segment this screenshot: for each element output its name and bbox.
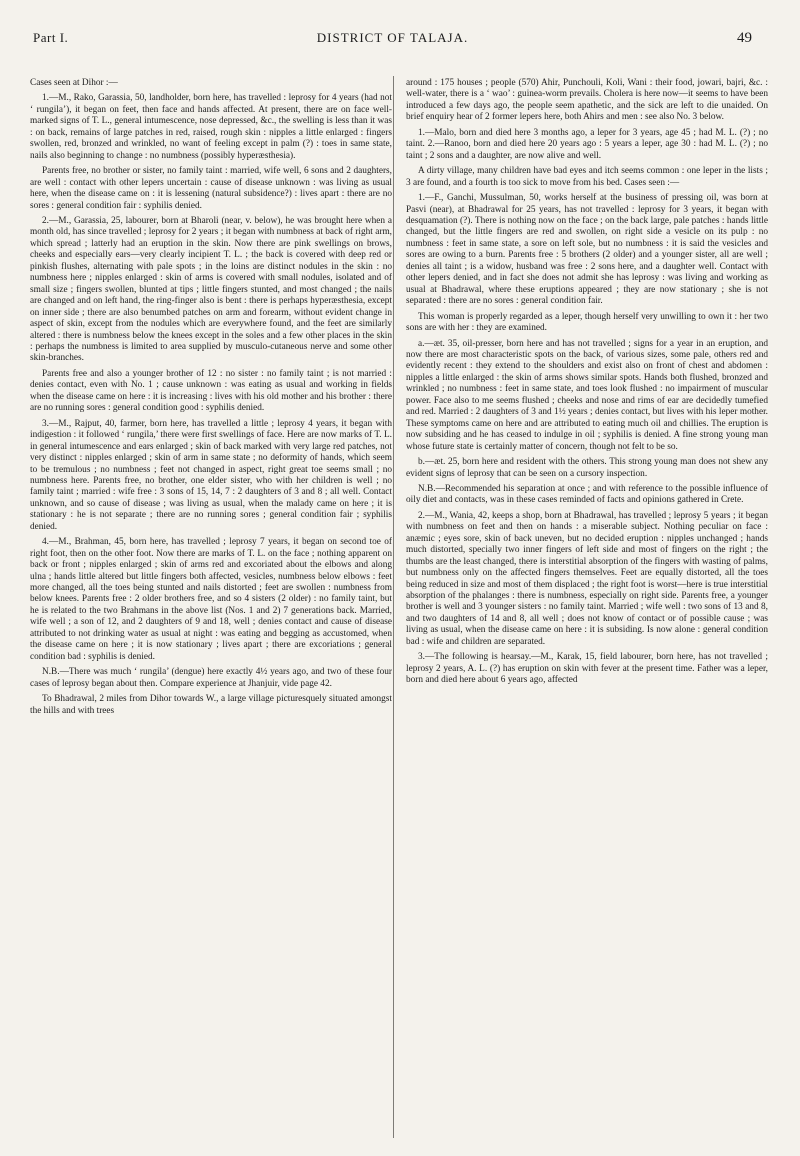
page-number: 49 <box>737 30 752 46</box>
paragraph: N.B.—Recommended his separation at once ; and with reference to the possible influence of oily diet and contacts, was in these cases reminded of facts and opinions gathered in Crete. <box>406 483 768 506</box>
paragraph: Cases seen at Dihor :— <box>30 78 118 88</box>
paragraph: 1.—M., Rako, Garassia, 50, landholder, born here, has travelled : leprosy for 4 years (had not ‘ rungila’), it began on feet, then face and hands affected. At present, there are on face well-marked signs of T. L., general intumescence, nose depressed, &c., the swelling is less than it was : on back, remains of large patches in red, raised, rough skin : nipples a little enlarged : fingers swollen, red, bronzed and wrinkled, no want of feeling except in palm (?) : toes in same state, nails also beginning to change : no numbness (possibly hyperæsthesia). <box>30 93 392 161</box>
right-column <box>406 78 768 691</box>
paragraph: 1.—Malo, born and died here 3 months ago, a leper for 3 years, age 45 ; had M. L. (?) ; no taint. 2.—Ranoo, born and died here 20 years ago : 5 years a leper, age 30 : had M. L. (?) ; no taint ; 2 sons and a daughter, are now alive and well. <box>406 127 768 161</box>
paragraph: 3.—The following is hearsay.—M., Karak, 15, field labourer, born here, has not travelled ; leprosy 2 years, A. L. (?) has eruption on skin with fever at the present time. Father was a leper, born and died here about 6 years ago, affected <box>406 652 768 686</box>
page-title: DISTRICT OF TALAJA. <box>316 30 469 45</box>
page-header <box>33 30 752 50</box>
paragraph: This woman is properly regarded as a leper, though herself very unwilling to own it : her two sons are with her : they are examined. <box>406 311 768 334</box>
paragraph: around : 175 houses ; people (570) Ahir, Punchouli, Koli, Wani : their food, jowari, bajri, &c. : well-water, there is a ‘ wao’ : guinea-worm prevails. Cholera is here now—it seems to have been introduced a few days ago, the people seem apathetic, and the sick are left to die unaided. On brief enquiry hear of 2 former lepers here, both Ahirs and men : see also No. 3 below. <box>406 78 768 123</box>
paragraph: A dirty village, many children have bad eyes and itch seems common : one leper in the lists ; 3 are found, and a fourth is too sick to move from his bed. Cases seen :— <box>406 166 768 188</box>
part-label: Part I. <box>33 30 69 45</box>
paragraph: 2.—M., Wania, 42, keeps a shop, born at Bhadrawal, has travelled ; leprosy 5 years ; it began with numbness on feet and then on hands : a miserable subject. Nothing peculiar on face : anæmic ; eyes sore, skin of back uneven, but no decided eruption : nipples unchanged ; hands much distorted, specially two inner fingers of left side and most of fingers on the right ; the thumbs are the least changed, there is interstitial absorption of the fingers with wasting of palms, but numbness only on the affected fingers themselves. Feet are equally distorted, all the toes being reduced in size and most of them displaced ; the right foot is worst—here is true interstitial absorption of the phalanges : there is numbness, especially on right side. Parents free, a younger brother is well and 3 younger sisters : no family taint. Married ; wife well : two sons of 13 and 8, and two daughters of 14 and 8, all well ; does not know of contact or of possible cause ; was living as usual, when the disease came on here : it is subsiding. Is now alone : general condition bad : wife and children are separated. <box>406 510 768 647</box>
paragraph: 1.—F., Ganchi, Mussulman, 50, works herself at the business of pressing oil, was born at Pasvi (near), at Bhadrawal for 25 years, has not travelled : leprosy for 3 years, it began with desquamation (?). There is nothing now on the face ; on the back large, pale patches : hands little changed, but the little fingers are red and swollen, on right side a vesicle on its pulp : no numbness : feet in same state, a sore on left sole, but no numbness : it is said the vesicles and sores are owing to a burn. Parents free : 5 brothers (2 older) and a younger sister, all are well ; denies all taint ; is a widow, husband was free : 2 sons here, and a daughter well. Contact with other lepers denied, and in fact she does not admit she has leprosy : was living and working as usual at Bhadrawal, where these eruptions appeared ; they are now stationary ; she is not separated : there are no sores : general condition fair. <box>406 193 768 307</box>
paragraph: To Bhadrawal, 2 miles from Dihor towards W., a large village picturesquely situated amongst the hills and with trees <box>30 694 392 716</box>
paragraph: a.—æt. 35, oil-presser, born here and has not travelled ; signs for a year in an eruption, and now there are most characteristic spots on the back, of various sizes, some pale, others red and evidently recent : they extend to the shoulders and exist also on front of chest and abdomen : nipples a little enlarged : the skin of arms shows similar spots. Hands both flushed, bronzed and wrinkled ; no numbness : feet in same state, and toes look flushed : no impairment of muscular power. Face also to me seems flushed ; cheeks and nose and rims of ear are decidedly tumefied and red. Married : 2 daughters of 3 and 1½ years ; denies contact, but lives with his leper mother. These symptoms came on here and are attributed to eating much oil and chillies. The eruption is now subsiding and he has ceased to indulge in oil ; syphilis is denied. A fine strong young man whose future state is certainly matter of concern, though not felt to be so. <box>406 338 768 452</box>
paragraph: Parents free, no brother or sister, no family taint : married, wife well, 6 sons and 2 daughters, are well : contact with other lepers uncertain : cause of disease unknown : was living as usual here, when the disease came on : it is lessening (natural subsidence?) : lives apart : there are no sores : general condition fair : syphilis denied. <box>30 166 392 211</box>
paragraph: Parents free and also a younger brother of 12 : no sister : no family taint ; is not married : denies contact, even with No. 1 ; cause unknown : was eating as usual and working in fields when the disease came on here : it is increasing : lives with his old mother and his brother : there are no running sores : general condition good : syphilis denied. <box>30 368 392 414</box>
paragraph: 2.—M., Garassia, 25, labourer, born at Bharoli (near, v. below), he was brought here when a month old, has since travelled ; leprosy for 2 years ; it began with numbness at back of right arm, which spread ; latterly had an eruption in the skin. Now there are pink swellings on brows, cheeks and especially ears—very clearly incipient T. L. ; the back is covered with deep red or pinkish flushes, alternating with pale spots ; in the loins are distinct nodules in the skin : no numbness here ; nipples enlarged : skin of arms is covered with small nodules, isolated and of small size ; fingers swollen, blunted at tips ; little fingers stunted, and most changed ; the nails are changed and on left hand, the ring-finger also is bent : there is perhaps hyperæsthesia, except on inner side ; there are also benumbed patches on arm and forearm, without evident change in aspect of skin, except from the nodules which are everywhere found, and the feet are similarly altered : there is numbness below the knees except in the soles and a few other places in the skin : perhaps the numbness is limited to area supplied by musculo-cutaneous nerve and some other skin-branches. <box>30 215 392 364</box>
left-column <box>30 78 392 721</box>
paragraph: b.—æt. 25, born here and resident with the others. This strong young man does not shew any evident signs of leprosy that can be seen on a cursory inspection. <box>406 457 768 479</box>
paragraph: N.B.—There was much ‘ rungila’ (dengue) here exactly 4½ years ago, and two of these four cases of leprosy began about then. Compare experience at Jhanjuir, vide page 42. <box>30 667 392 689</box>
paragraph: 4.—M., Brahman, 45, born here, has travelled ; leprosy 7 years, it began on second toe of right foot, then on the other foot. Now there are marks of T. L. on the face ; nothing apparent on back or front ; nipples enlarged ; skin of arms red and excoriated about the elbows and along ulna ; hands little altered but little fingers both affected, vesicles, numbness below elbows : feet more changed, all the toes being stunted and nails distorted ; feet are swollen : numbness from below knees. Parents free : 2 older brothers free, and so 4 sisters (2 older) : no family taint, but he is related to the two Brahmans in the above list (Nos. 1 and 2) 7 generations back. Married, wife well ; a son of 12, and 2 daughters of 9 and 18, well ; denies contact and cause of disease attributed to not drinking water as usual at night : was eating and begging as accustomed, when the disease came on here ; it is now stationary ; lives apart ; there are excoriations ; general condition bad : syphilis is denied. <box>30 537 392 662</box>
column-divider <box>393 76 394 1138</box>
paragraph: 3.—M., Rajput, 40, farmer, born here, has travelled a little ; leprosy 4 years, it began with indigestion : it followed ‘ rungila,’ there were first swellings of face. Here are now marks of T. L. in general intumescence and ears enlarged ; skin of back marked with very large red patches, not very distinct : nipples enlarged ; skin of arm in same state ; no deformity of hands, which seem to be tremulous ; no numbness ; feet not changed in aspect, right great toe seems small ; no numbness here. Parents free, no brother, one elder sister, who with her children is well ; no family taint ; married : wife free : 3 sons of 15, 14, 7 : 2 daughters of 3 and 8 ; all well. Contact unknown, and so cause of disease ; was living as usual, when the malady came on here ; it is stationary : he is not separate ; there are no running sores ; general condition fair ; syphilis denied. <box>30 418 392 532</box>
